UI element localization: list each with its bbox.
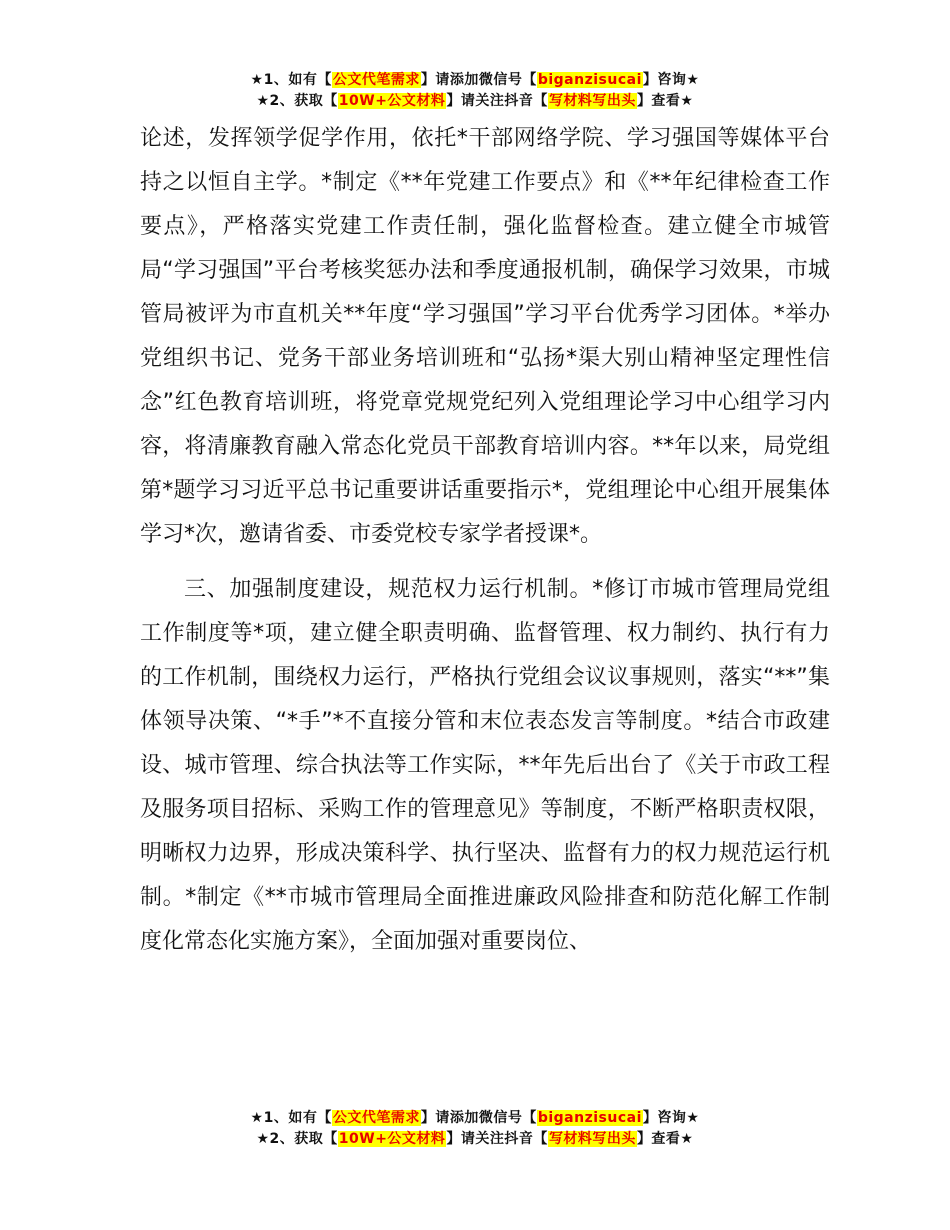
banner-text: 】查看★ (636, 93, 694, 109)
highlight-service: 公文代笔需求 (332, 1110, 420, 1126)
banner-text: 】请关注抖音【 (446, 93, 548, 109)
highlight-service: 公文代笔需求 (332, 72, 420, 88)
banner-text: 】请关注抖音【 (446, 1131, 548, 1147)
banner-line-1 (0, 1108, 950, 1129)
banner-text: ★2、获取【 (256, 93, 338, 109)
footer-banner (0, 1108, 950, 1150)
paragraph-continuation: 论述，发挥领学促学作用，依托*干部网络学院、学习强国等媒体平台持之以恒自主学。*制定《**年党建工作要点》和《**年纪律检查工作要点》，严格落实党建工作责任制，强化监督检查。建立健全市城管局“学习强国”平台考核奖惩办法和季度通报机制，确保学习效果，市城管局被评为市直机关**年度“学习强国”学习平台优秀学习团体。*举办党组织书记、党务干部业务培训班和“弘扬*渠大别山精神坚定理性信念”红色教育培训班，将党章党规党纪列入党组理论学习中心组学习内容，将清廉教育融入常态化党员干部教育培训内容。**年以来，局党组第*题学习习近平总书记重要讲话重要指示*，党组理论中心组开展集体学习*次，邀请省委、市委党校专家学者授课*。 (140, 126, 830, 547)
paragraph-section-three: 三、加强制度建设，规范权力运行机制。*修订市城市管理局党组工作制度等*项，建立健全职责明确、监督管理、权力制约、执行有力的工作机制，围绕权力运行，严格执行党组会议议事规则，落实“**”集体领导决策、“*手”*不直接分管和末位表态发言等制度。*结合市政建设、城市管理、综合执法等工作实际，**年先后出台了《关于市政工程及服务项目招标、采购工作的管理意见》等制度，不断严格职责权限，明晰权力边界，形成决策科学、执行坚决、监督有力的权力规范运行机制。*制定《**市城市管理局全面推进廉政风险排查和防范化解工作制度化常态化实施方案》，全面加强对重要岗位、 (140, 577, 830, 954)
highlight-douyin-account: 写材料写出头 (548, 1131, 636, 1147)
banner-text: 】请添加微信号【 (420, 72, 537, 88)
header-banner (0, 70, 950, 112)
banner-text: 】咨询★ (642, 72, 700, 88)
banner-text: 】查看★ (636, 1131, 694, 1147)
banner-text: ★1、如有【 (250, 72, 332, 88)
banner-line-1 (0, 70, 950, 91)
banner-text: 】请添加微信号【 (420, 1110, 537, 1126)
document-body (140, 117, 830, 964)
highlight-wechat-id: biganzisucai (537, 1110, 642, 1126)
banner-text: 】咨询★ (642, 1110, 700, 1126)
highlight-wechat-id: biganzisucai (537, 72, 642, 88)
highlight-douyin-account: 写材料写出头 (548, 93, 636, 109)
banner-line-2 (0, 1129, 950, 1150)
banner-line-2 (0, 91, 950, 112)
highlight-materials: 10W+公文材料 (338, 93, 446, 109)
banner-text: ★1、如有【 (250, 1110, 332, 1126)
banner-text: ★2、获取【 (256, 1131, 338, 1147)
highlight-materials: 10W+公文材料 (338, 1131, 446, 1147)
